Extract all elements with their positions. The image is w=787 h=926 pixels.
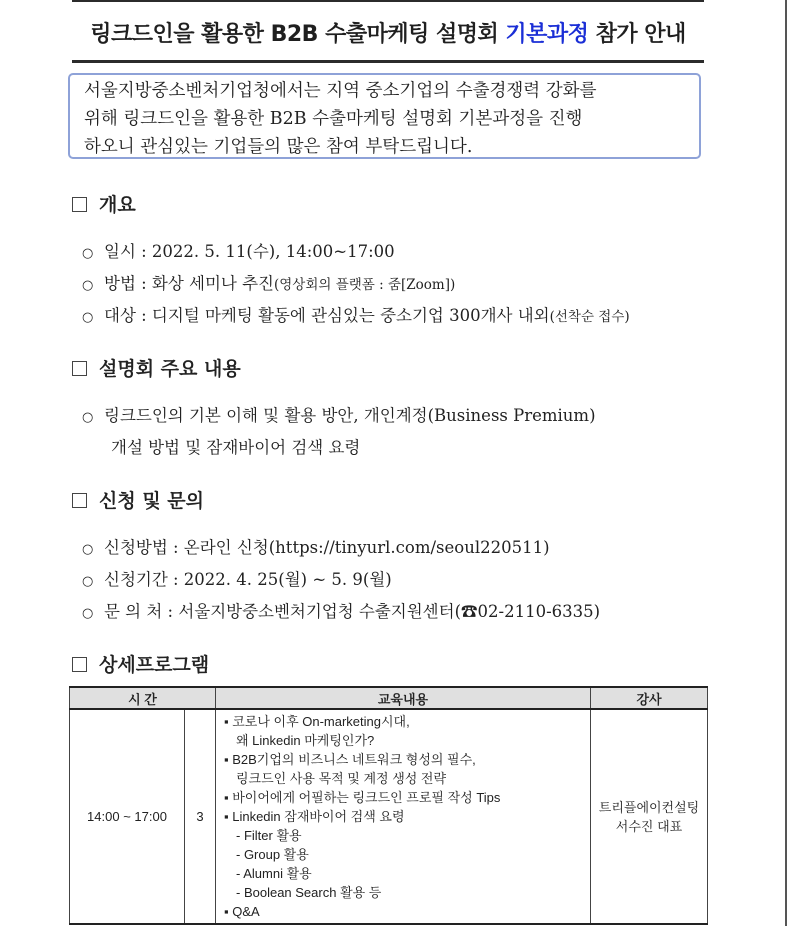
section-apply-heading [72, 486, 204, 513]
hours-cell: 3 [185, 709, 216, 924]
intro-line: 서울지방중소벤처기업청에서는 지역 중소기업의 수출경쟁력 강화를 [84, 81, 597, 101]
checkbox-square-icon [72, 657, 87, 672]
instructor-cell [591, 709, 708, 924]
content-item-continued: 개설 방법 및 잠재바이어 검색 요령 [111, 438, 361, 457]
checkbox-square-icon [72, 493, 87, 508]
apply-method [82, 534, 550, 558]
section-heading-text: 설명회 주요 내용 [99, 358, 241, 380]
program-table [69, 686, 708, 925]
bullet-text: 링크드인의 기본 이해 및 활용 방안, 개인계정(Business Premium) [104, 406, 596, 425]
bullet-note: (선착순 접수) [549, 309, 630, 325]
bullet-text: 신청방법 : 온라인 신청(https://tinyurl.com/seoul220511) [104, 538, 550, 557]
checkbox-square-icon [72, 197, 87, 212]
intro-line: 하오니 관심있는 기업들의 많은 참여 부탁드립니다. [84, 137, 473, 157]
bullet-note: (영상회의 플랫폼 : 줌[Zoom]) [274, 277, 456, 293]
list-item: - Alumni 활용 [236, 866, 312, 881]
time-cell: 14:00 ~ 17:00 [70, 709, 185, 924]
intro-text [84, 77, 689, 161]
content-item [82, 402, 596, 426]
apply-contact [82, 598, 600, 622]
title-banner [72, 0, 704, 63]
list-item: ▪ 바이어에게 어필하는 링크드인 프로필 작성 Tips [224, 790, 501, 805]
col-instructor-header: 강사 [591, 687, 708, 709]
title-suffix: 참가 안내 [588, 22, 686, 47]
section-heading-text: 상세프로그램 [99, 654, 210, 676]
col-time-header: 시 간 [70, 687, 216, 709]
section-content-heading [72, 354, 241, 381]
instructor-name: 서수진 대표 [615, 818, 683, 834]
list-item: - Boolean Search 활용 등 [236, 885, 382, 900]
circle-bullet-icon: ○ [82, 410, 94, 425]
list-item: 왜 Linkedin 마케팅인가? [236, 733, 375, 748]
bullet-text: 신청기간 : 2022. 4. 25(월) ~ 5. 9(월) [104, 570, 392, 589]
list-item: ▪ 코로나 이후 On-marketing시대, [224, 714, 410, 729]
overview-method [82, 270, 455, 294]
list-item: 링크드인 사용 목적 및 계정 생성 전략 [236, 771, 447, 786]
circle-bullet-icon: ○ [82, 542, 94, 557]
bullet-text: 대상 : 디지털 마케팅 활동에 관심있는 중소기업 300개사 내외 [104, 306, 550, 325]
bullet-text: 방법 : 화상 세미나 추진 [104, 274, 274, 293]
intro-line: 위해 링크드인을 활용한 B2B 수출마케팅 설명회 기본과정을 진행 [84, 109, 583, 129]
list-item: - Group 활용 [236, 847, 309, 862]
circle-bullet-icon: ○ [82, 606, 94, 621]
list-item: ▪ Q&A [224, 904, 260, 919]
section-heading-text: 신청 및 문의 [99, 490, 204, 512]
bullet-text: 일시 : 2022. 5. 11(수), 14:00~17:00 [104, 242, 395, 261]
table-row [70, 709, 708, 924]
section-overview-heading [72, 190, 136, 217]
table-header-row [70, 687, 708, 709]
section-program-heading [72, 650, 209, 677]
list-item: - Filter 활용 [236, 828, 302, 843]
instructor-company: 트리플에이컨설팅 [598, 799, 700, 815]
circle-bullet-icon: ○ [82, 574, 94, 589]
checkbox-square-icon [72, 361, 87, 376]
page-title [72, 17, 704, 48]
col-content-header: 교육내용 [216, 687, 591, 709]
list-item: ▪ B2B기업의 비즈니스 네트워크 형성의 필수, [224, 752, 476, 767]
content-cell [216, 709, 591, 924]
list-item: ▪ Linkedin 잠재바이어 검색 요령 [224, 809, 405, 824]
circle-bullet-icon: ○ [82, 278, 94, 293]
title-highlight: 기본과정 [505, 22, 589, 47]
section-heading-text: 개요 [99, 194, 136, 216]
circle-bullet-icon: ○ [82, 246, 94, 261]
overview-date [82, 238, 395, 262]
bullet-text: 문 의 처 : 서울지방중소벤처기업청 수출지원센터(☎02-2110-6335) [104, 602, 601, 621]
apply-period [82, 566, 392, 590]
overview-target [82, 302, 630, 326]
circle-bullet-icon: ○ [82, 310, 94, 325]
intro-box [68, 73, 701, 159]
title-prefix: 링크드인을 활용한 B2B 수출마케팅 설명회 [90, 22, 506, 47]
